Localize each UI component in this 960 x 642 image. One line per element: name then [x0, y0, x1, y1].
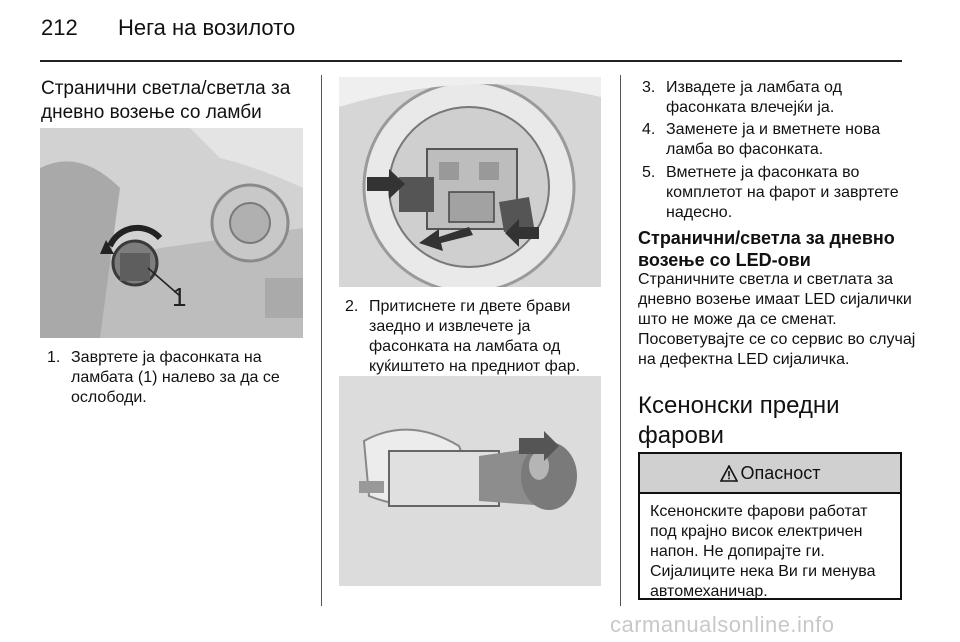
section-body: Страничните светла и светлата за дневно возење имаат LED сијалички што не може да се сменат. Посоветувајте се со сервис во случај на дефектна LED сијаличка. [638, 271, 916, 368]
bulb-remove-figure [339, 376, 601, 586]
column-divider [620, 75, 621, 606]
section-heading: Странични светла/светла за дневно возење со ламби [41, 78, 291, 123]
column-divider [321, 75, 322, 606]
bulb-illustration [339, 376, 601, 586]
step-item [642, 120, 922, 162]
warning-box [638, 452, 902, 600]
step-item [47, 348, 307, 410]
step-text: Заменете ја и вметнете нова ламба во фасонката. [666, 121, 881, 158]
step-number: 5. [642, 164, 656, 181]
step-item [642, 78, 922, 120]
warning-body: Ксенонските фарови работат под крајно висок електричен напон. Не допирајте ги. Сијалиците нека Ви ги менува автомеханичар. [650, 503, 876, 600]
step-text: Завртете ја фасонката на ламбата (1) налево за да се ослободи. [71, 349, 280, 406]
callout-label: 1 [172, 282, 187, 312]
header-rule [40, 60, 902, 62]
warning-header [640, 454, 900, 494]
step-number: 2. [345, 298, 359, 315]
page-number: 212 [41, 15, 78, 40]
bulb-holder-release-figure [339, 77, 601, 287]
step-number: 1. [47, 349, 61, 366]
step-number: 4. [642, 121, 656, 138]
watermark: carmanualsonline.info [610, 612, 835, 637]
warning-triangle-icon [720, 465, 738, 482]
step-text: Притиснете ги двете брави заедно и извлечете ја фасонката на ламбата од куќиштето на предниот фар. [369, 298, 581, 375]
step-item [642, 163, 922, 225]
step-text: Извадете ја ламбата од фасонката влечејќи ја. [666, 79, 842, 116]
running-title: Нега на возилото [118, 15, 296, 40]
step-text: Вметнете ја фасонката во комплетот на фарот и завртете надесно. [666, 164, 899, 221]
step-item [345, 297, 605, 379]
section-heading: Странични/светла за дневно возење со LED-ови [638, 228, 895, 270]
bulb-holder-rotate-figure [40, 128, 303, 338]
headlamp-interior-illustration [40, 128, 303, 338]
headlamp-housing-illustration [339, 77, 601, 287]
step-number: 3. [642, 79, 656, 96]
warning-title: Опасност [740, 462, 821, 483]
section-heading: Ксенонски предни фарови [638, 392, 840, 449]
